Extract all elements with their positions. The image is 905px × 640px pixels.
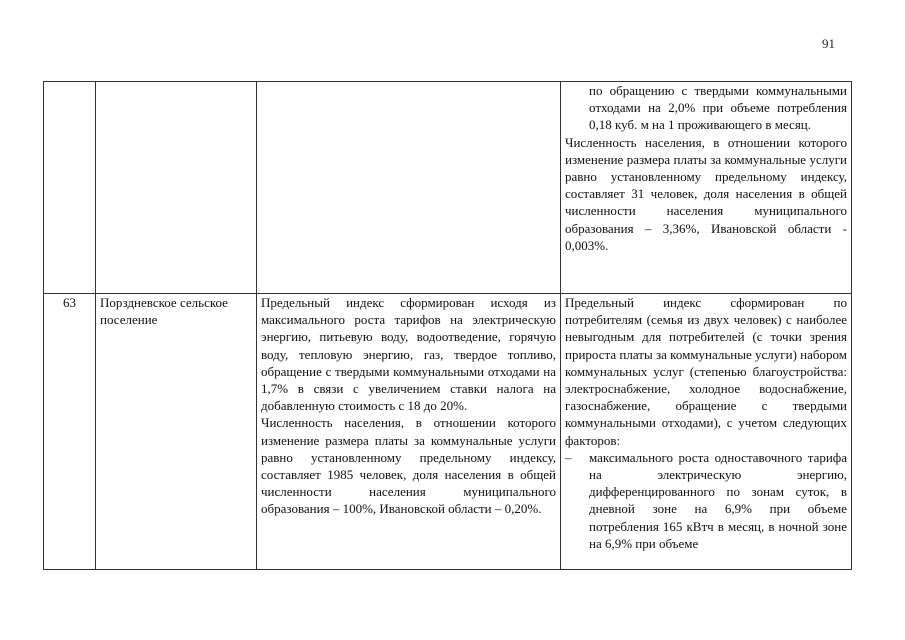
row-number: 63: [44, 294, 96, 570]
index-paragraph: Предельный индекс сформирован исходя из максимального роста тарифов на электрическую энергию, питьевую воду, водоотведение, горячую воду, тепловую энергию, газ, твердое топливо, обращение с твердыми коммунальными отходами на 1,7% в связи с увеличением ставки налога на добавленную стоимость с 18 до 20%.: [261, 295, 556, 414]
table-row-continued: [44, 82, 852, 294]
page-number: 91: [822, 36, 835, 51]
dash-bullet: –: [565, 449, 572, 465]
cell-index-description: [257, 294, 561, 570]
cell-consumer-description: [561, 294, 852, 570]
cell-name-empty: [96, 82, 257, 294]
cell-number-empty: [44, 82, 96, 294]
consumer-paragraph: Предельный индекс сформирован по потребителям (семья из двух человек) с наиболее невыгодным для потребителей (с точки зрения прироста платы за коммунальные услуги) набором коммунальных услуг (степенью благоустройства: электроснабжение, холодное водоснабжение, газоснабжение, обращение с твердыми коммунальными отходами), с учетом следующих факторов:: [565, 295, 847, 448]
settlement-name: Порздневское сельское поселение: [96, 294, 257, 570]
continued-text-indented: по обращению с твердыми коммунальными отходами на 2,0% при объеме потребления 0,18 куб. м на 1 проживающего в месяц.: [589, 83, 847, 133]
population-paragraph-63: Численность населения, в отношении которого изменение размера платы за коммунальные услуги равно установленному предельному индексу, составляет 1985 человек, доля населения в общей численности населения муниципального образования – 100%, Ивановской области – 0,20%.: [261, 415, 556, 517]
table-row-63: [44, 294, 852, 570]
cell-description-continued: [561, 82, 852, 294]
tariff-table: [43, 81, 852, 570]
cell-index-empty: [257, 82, 561, 294]
factor-text: максимального роста одноставочного тарифа на электрическую энергию, дифференцированного по зонам суток, в дневной зоне на 6,9% при объеме потребления 165 кВтч в месяц, в ночной зоне на 6,9% при объеме: [589, 449, 847, 551]
population-paragraph: Численность населения, в отношении которого изменение размера платы за коммунальные услуги равно установленному предельному индексу, составляет 31 человек, доля населения в общей численности населения муниципального образования – 3,36%, Ивановской области - 0,003%.: [565, 134, 847, 253]
factor-list-item: [565, 449, 847, 552]
